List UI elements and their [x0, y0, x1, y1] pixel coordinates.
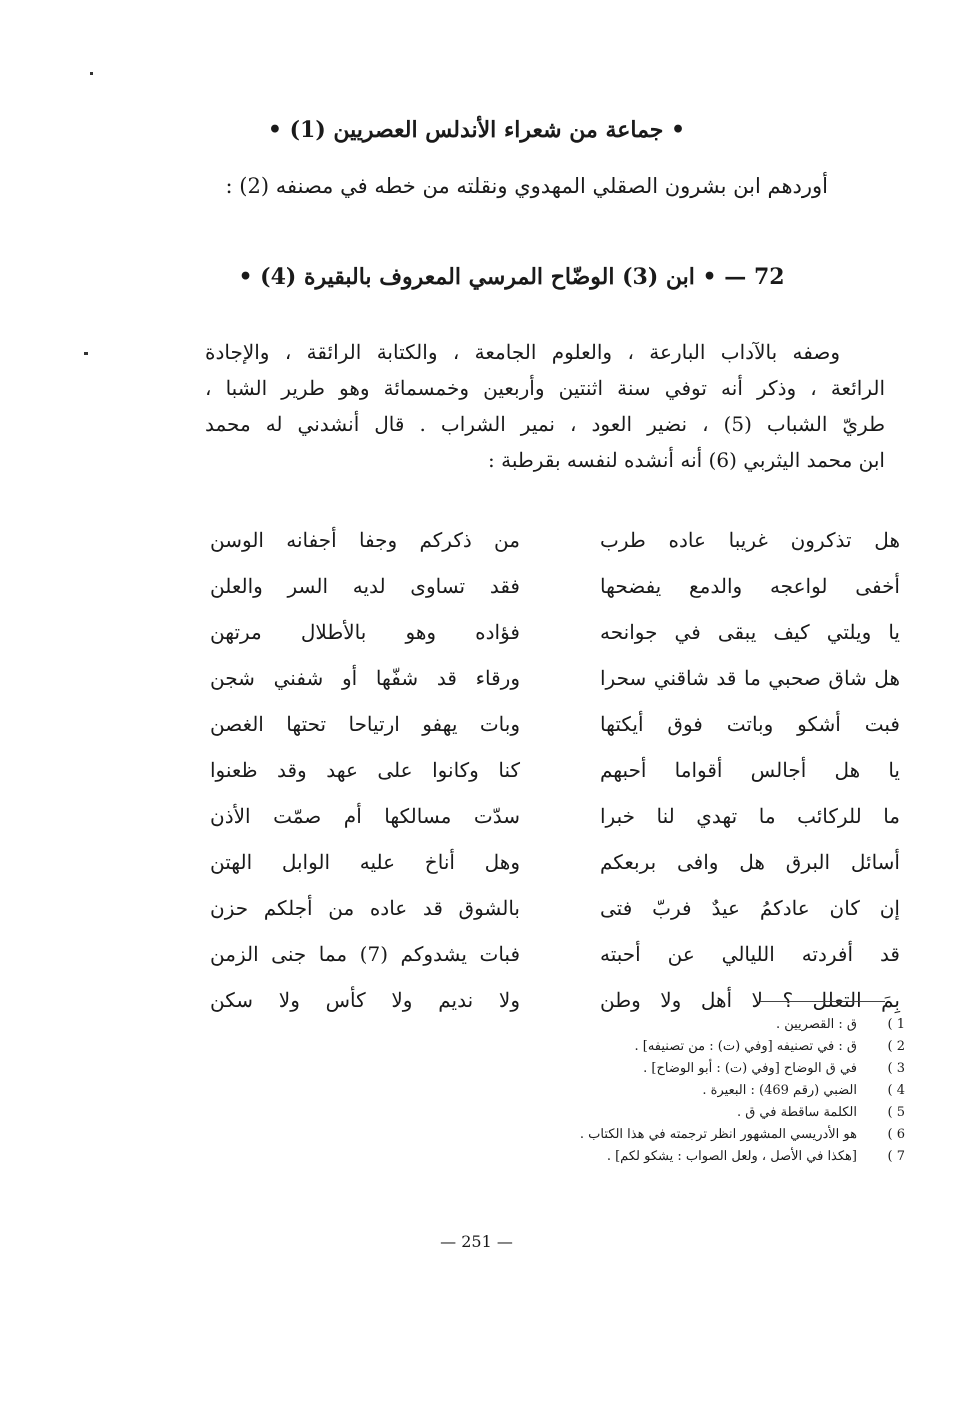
verse-second-hemistich: ورقاء قد شفّها أو شفني شجن	[210, 666, 520, 690]
footnote-separator	[760, 1001, 885, 1002]
poem	[210, 520, 900, 1026]
footnote	[205, 1124, 905, 1146]
paragraph-line: الرائعة ، وذكر أنه توفي سنة اثنتين وأربعين وخمسمائة وهو طرير الشبا ،	[205, 376, 885, 400]
verse-first-hemistich: أخفى لواعجه والدمع يفضحها	[600, 574, 900, 598]
verse-first-hemistich: هل تذكرون غريبا عاده طرب	[600, 528, 900, 552]
verse-first-hemistich: يا ويلتي كيف يبقى في جوانحه	[600, 620, 900, 644]
verse-first-hemistich: إن كان عادكمُ عيدٌ فربّ فتى	[600, 896, 900, 920]
footnote-text: [هكذا في الأصل ، ولعل الصواب : يشكو لكم] .	[606, 1149, 857, 1164]
footnote-number: 7 )	[887, 1149, 905, 1164]
poem-verse	[210, 888, 900, 934]
poem-verse	[210, 934, 900, 980]
footnote-text: ق : القصريين .	[775, 1017, 857, 1032]
verse-second-hemistich: ولا نديم ولا كأس ولا سكن	[210, 988, 520, 1012]
poem-verse	[210, 520, 900, 566]
footnote-number: 1 )	[887, 1017, 905, 1032]
verse-second-hemistich: كنا وكانوا على عهد وقد ظعنوا	[210, 758, 520, 782]
footnote	[205, 1014, 905, 1036]
verse-second-hemistich: من ذكركم وجفا أجفانه الوسن	[210, 528, 520, 552]
paragraph-line: ابن محمد اليثربي (6) أنه أنشده لنفسه بقرطبة :	[488, 448, 885, 472]
verse-first-hemistich: يا هل أجالس أقواما أحبهم	[600, 758, 900, 782]
footnote	[205, 1036, 905, 1058]
verse-second-hemistich: وبات يهفو ارتياحا تحتها الغصن	[210, 712, 520, 736]
paragraph-line: وصفه بالآداب البارعة ، والعلوم الجامعة ، والكتابة الرائقة ، والإجادة	[205, 340, 840, 364]
verse-second-hemistich: فبات يشدوكم (7) مما جنى الزمن	[210, 942, 521, 966]
poem-verse	[210, 796, 900, 842]
verse-second-hemistich: سدّت مسالكها أم صمّت الأذن	[210, 804, 520, 828]
footnotes	[205, 1014, 905, 1168]
footnote-text: الضبي (رقم 469) : البعيرة .	[702, 1083, 857, 1098]
verse-first-hemistich: بِمَ التعلل ؟ لا أهل ولا وطن	[600, 988, 900, 1012]
footnote-text: ق : في تصنيفه [وفي (ت) : من تصنيفه] .	[634, 1039, 857, 1054]
verse-second-hemistich: فقد تساوى لديه السر والعلن	[210, 574, 520, 598]
biography-paragraph	[205, 334, 885, 478]
footnote	[205, 1146, 905, 1168]
verse-second-hemistich: وهل أناخ عليه الوابل الهتن	[210, 850, 520, 874]
poem-verse	[210, 842, 900, 888]
verse-first-hemistich: ما للركائب ما تهدي لنا خبرا	[600, 804, 900, 828]
footnote	[205, 1058, 905, 1080]
footnote-number: 5 )	[887, 1105, 905, 1120]
footnote-text: الكلمة ساقطة في ق .	[736, 1105, 857, 1120]
verse-first-hemistich: قد أفردته الليالي عن أحبته	[600, 942, 900, 966]
paragraph-line: طريّ الشباب (5) ، نضير العود ، نمير الشراب . قال أنشدني له محمد	[205, 412, 885, 436]
scan-speck	[84, 352, 88, 355]
entry-heading: 72 — • ابن (3) الوضّاح المرسي المعروف بالبقيرة (4) •	[238, 264, 785, 290]
footnote-text: في ق الوضاح [وفي (ت) : أبو الوضاح] .	[643, 1061, 857, 1076]
footnote	[205, 1102, 905, 1124]
poem-verse	[210, 612, 900, 658]
footnote-number: 6 )	[887, 1127, 905, 1142]
page-number: — 251 —	[440, 1232, 513, 1251]
poem-verse	[210, 566, 900, 612]
poem-verse	[210, 750, 900, 796]
verse-first-hemistich: هل شاق صحبي ما قد شاقني سحرا	[600, 666, 900, 690]
verse-first-hemistich: أسائل البرق هل وافى بربعكم	[600, 850, 900, 874]
verse-first-hemistich: فبت أشكو وباتت فوق أيكتها	[600, 712, 900, 736]
scan-speck	[90, 72, 93, 75]
footnote-number: 3 )	[887, 1061, 905, 1076]
verse-second-hemistich: فؤاده وهو بالأطلال مرتهن	[210, 620, 520, 644]
poem-verse	[210, 658, 900, 704]
intro-line: أوردهم ابن بشرون الصقلي المهدوي ونقلته من خطه في مصنفه (2) :	[225, 174, 828, 198]
footnote	[205, 1080, 905, 1102]
footnote-number: 4 )	[887, 1083, 905, 1098]
footnote-number: 2 )	[887, 1039, 905, 1054]
verse-second-hemistich: بالشوق قد عاده من أجلكم حزن	[210, 896, 520, 920]
poem-verse	[210, 704, 900, 750]
footnote-text: هو الأدريسي المشهور انظر ترجمته في هذا الكتاب .	[579, 1127, 857, 1142]
section-heading: • جماعة من شعراء الأندلس العصريين (1) •	[267, 117, 686, 143]
